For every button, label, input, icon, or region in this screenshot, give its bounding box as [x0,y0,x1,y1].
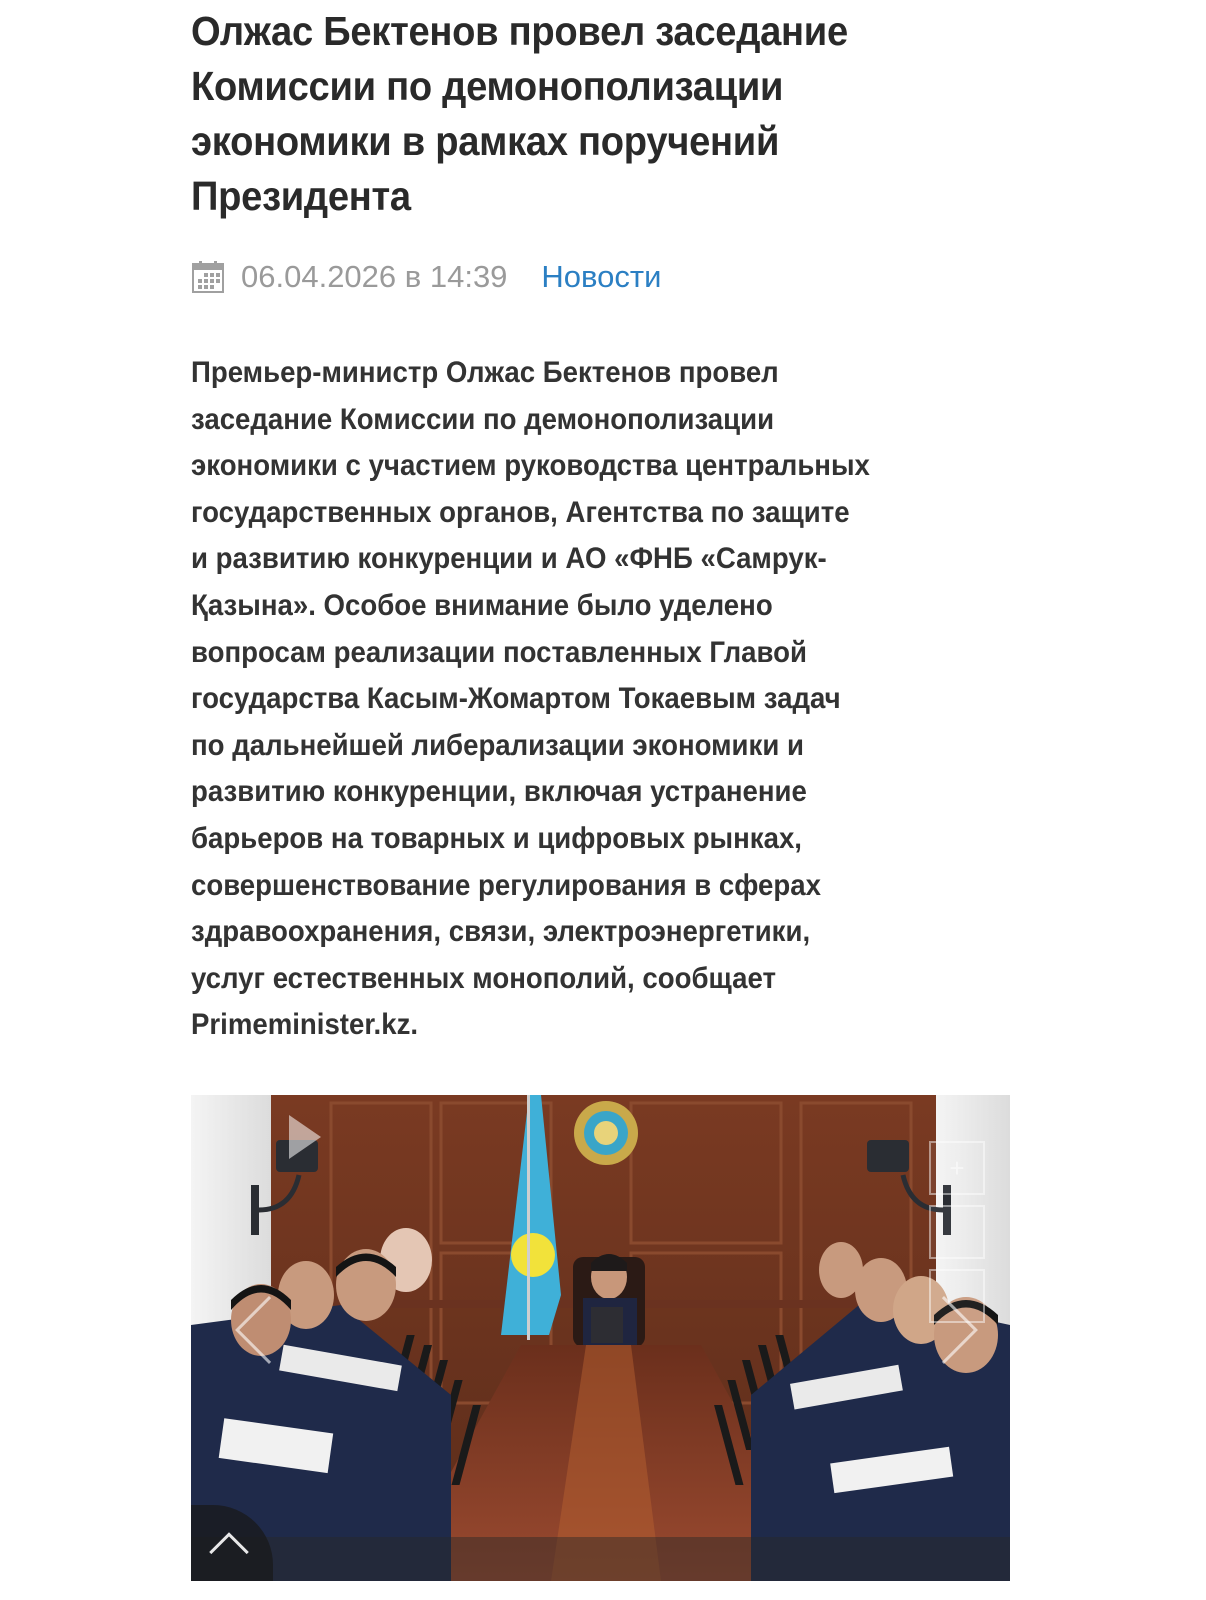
lead-line: совершенствование регулирования в сферах [191,868,821,902]
article [191,0,1021,1042]
lead-line: заседание Комиссии по демонополизации [191,402,775,436]
title-line: Олжас Бектенов провел заседание [191,8,848,54]
chevron-up-icon [209,1532,249,1572]
gallery-caption-bar [191,1537,1010,1581]
title-line: Президента [191,173,411,219]
lead-line: экономики с участием руководства центральных [191,449,870,483]
lead-line: барьеров на товарных и цифровых рынках, [191,821,802,855]
publish-date: 06.04.2026 в 14:39 [241,259,508,294]
play-icon[interactable] [289,1115,321,1159]
image-gallery[interactable] [191,1095,1010,1581]
article-title [191,0,991,224]
title-line: экономики в рамках поручений [191,118,780,164]
article-meta [191,255,661,299]
fullscreen-button[interactable] [929,1205,985,1259]
category-link[interactable]: Новости [541,259,662,294]
lead-line: государства Касым-Жомартом Токаевым задач [191,682,841,716]
lead-line: здравоохранения, связи, электроэнергетики, [191,915,811,949]
lead-line: Премьер-министр Олжас Бектенов провел [191,356,779,389]
lead-line: Primeminister.kz. [191,1008,419,1042]
lead-line: услуг естественных монополий, сообщает [191,961,776,995]
article-lead [191,350,955,1049]
lead-line: и развитию конкуренции и АО «ФНБ «Самрук- [191,542,827,576]
zoom-in-icon: + [949,1152,965,1183]
lead-line: государственных органов, Агентства по защите [191,495,850,529]
title-line: Комиссии по демонополизации [191,63,784,109]
lead-line: Қазына». Особое внимание было уделено [191,588,773,622]
calendar-icon [191,260,225,294]
lead-line: развитию конкуренции, включая устранение [191,775,807,809]
meeting-photo [191,1095,1010,1581]
zoom-in-button[interactable] [929,1141,985,1195]
lead-line: по дальнейшей либерализации экономики и [191,728,804,762]
lead-line: вопросам реализации поставленных Главой [191,635,807,669]
